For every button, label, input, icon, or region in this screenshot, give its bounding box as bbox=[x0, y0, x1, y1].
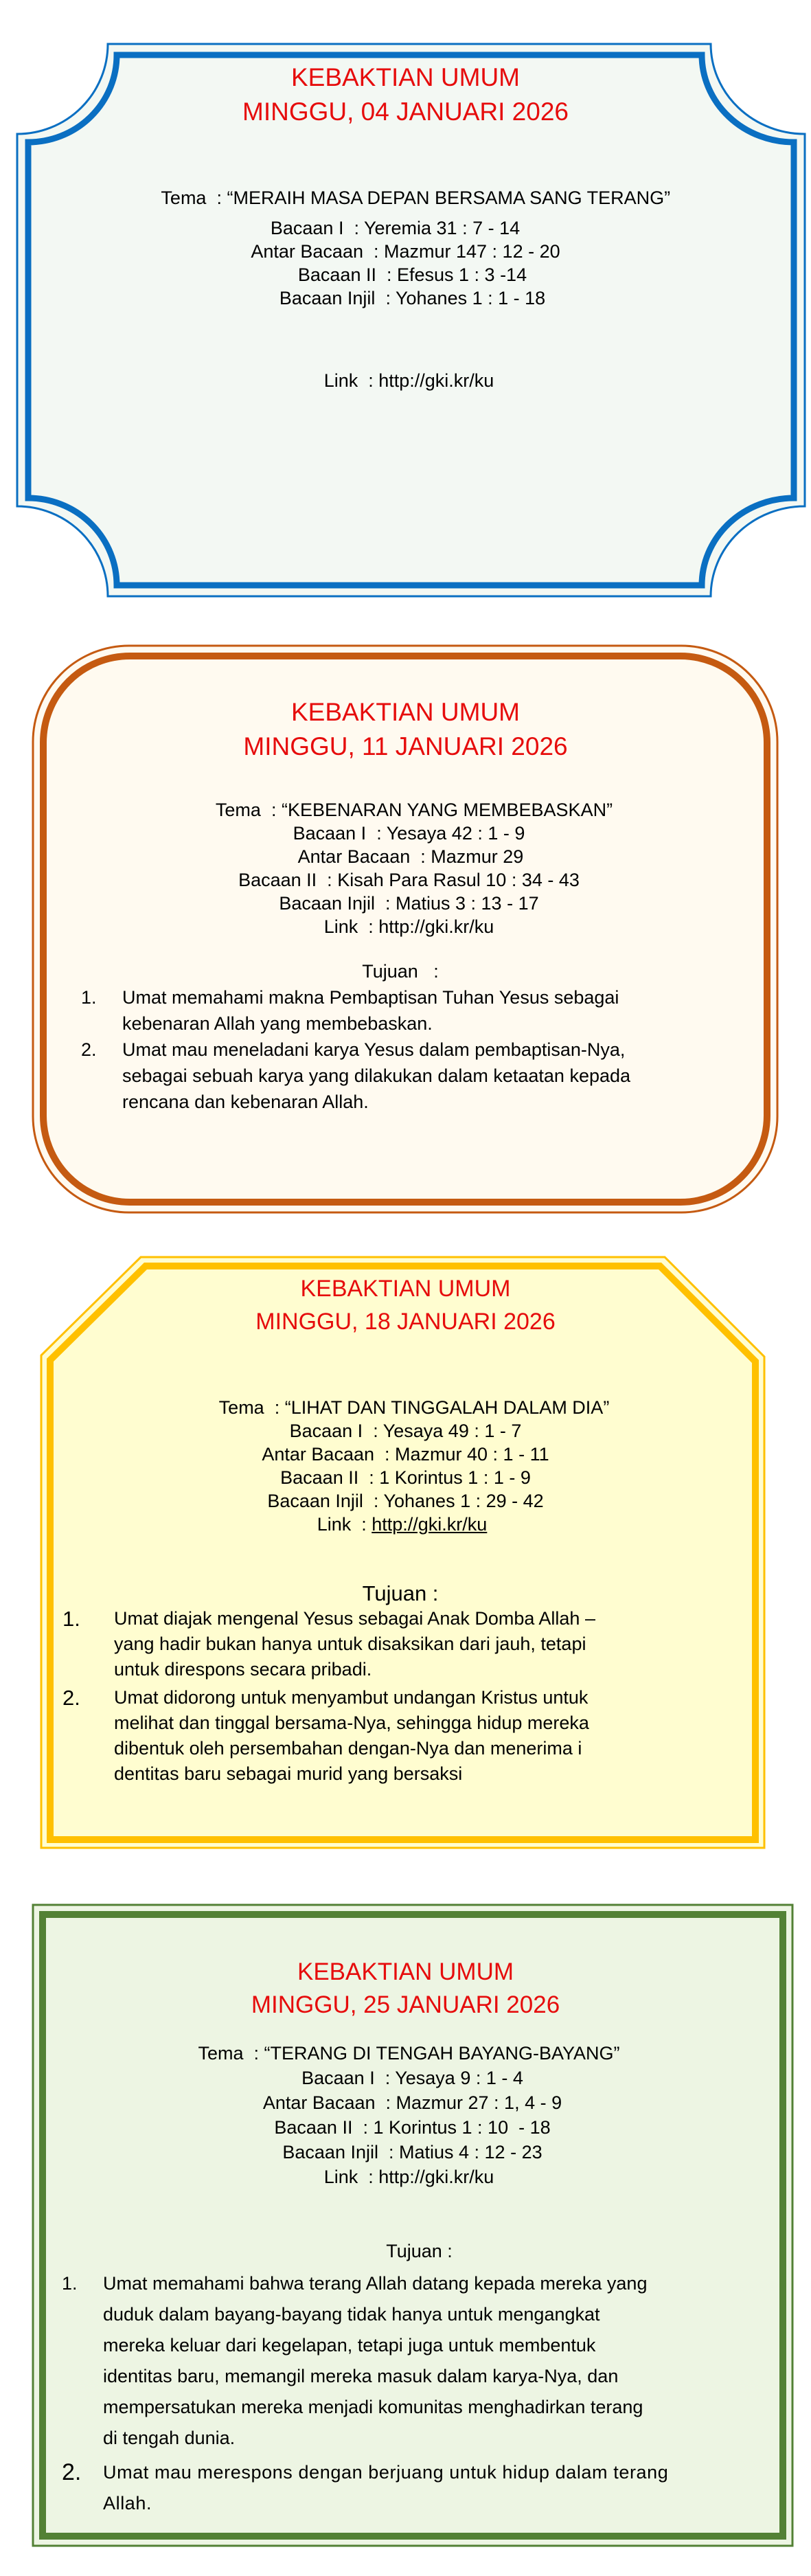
reading-row: Bacaan Injil : Matius 4 : 12 - 23 bbox=[282, 2142, 542, 2162]
goal-line: rencana dan kebenaran Allah. bbox=[122, 1092, 369, 1112]
service-link[interactable]: http://gki.kr/ku bbox=[378, 916, 494, 937]
goal-line: Umat mau meneladani karya Yesus dalam pembaptisan-Nya, bbox=[122, 1039, 626, 1060]
goals-list bbox=[81, 984, 768, 1115]
tujuan-heading: Tujuan : bbox=[386, 2241, 453, 2261]
reading-label: Antar Bacaan bbox=[262, 1444, 374, 1465]
goal-item bbox=[62, 1606, 749, 1682]
service-date: MINGGU, 25 JANUARI 2026 bbox=[251, 1991, 560, 2018]
reading-value: Matius 3 : 13 - 17 bbox=[396, 893, 539, 914]
reading-row: Bacaan Injil : Matius 3 : 13 - 17 bbox=[279, 893, 539, 914]
reading-row: Bacaan II : 1 Korintus 1 : 1 - 9 bbox=[280, 1467, 531, 1488]
goal-line: di tengah dunia. bbox=[103, 2428, 236, 2448]
reading-value: Yohanes 1 : 29 - 42 bbox=[383, 1491, 544, 1511]
tema-label: Tema bbox=[161, 188, 207, 208]
reading-row: Antar Bacaan : Mazmur 147 : 12 - 20 bbox=[251, 241, 560, 262]
goal-line: Umat diajak mengenal Yesus sebagai Anak Domba Allah – bbox=[114, 1608, 595, 1629]
goal-item bbox=[62, 2457, 803, 2519]
service-heading: KEBAKTIAN UMUM bbox=[290, 698, 521, 726]
reading-label: Bacaan Injil bbox=[267, 1491, 363, 1511]
reading-label: Bacaan Injil bbox=[282, 2142, 378, 2162]
tema-row: Tema : “TERANG DI TENGAH BAYANG-BAYANG” bbox=[198, 2043, 620, 2064]
reading-row: Bacaan Injil : Yohanes 1 : 29 - 42 bbox=[267, 1491, 544, 1511]
service-card-jan-04: KEBAKTIAN UMUM MINGGU, 04 JANUARI 2026 Tema : “MERAIH MASA DEPAN BERSAMA SANG TERANG” Bacaan I : Yeremia 31 : 7 - 14 Antar Bacaan : Mazmur 147 : 12 - 20 Bacaan II : Efesus 1 : 3 -14 Bacaan Injil : Yohanes 1 : 1 - 18 Link : http://gki.kr/ku bbox=[0, 0, 811, 618]
goals-list bbox=[62, 2268, 803, 2519]
goal-item bbox=[62, 1685, 749, 1787]
reading-label: Bacaan I bbox=[289, 1421, 363, 1441]
goal-line: untuk direspons secara pribadi. bbox=[114, 1659, 372, 1680]
service-heading: KEBAKTIAN UMUM bbox=[300, 1276, 511, 1302]
goal-number: 1. bbox=[62, 1607, 80, 1631]
reading-label: Antar Bacaan bbox=[251, 241, 363, 262]
goal-line: mempersatukan mereka menjadi komunitas menghadirkan terang bbox=[103, 2397, 643, 2417]
service-card-jan-18 bbox=[0, 1236, 811, 1882]
goal-line: Umat mau merespons dengan berjuang untuk hidup dalam terang bbox=[103, 2462, 669, 2483]
link-row: Link : http://gki.kr/ku bbox=[323, 916, 494, 937]
goal-number: 1. bbox=[81, 987, 97, 1008]
reading-row: Bacaan II : Kisah Para Rasul 10 : 34 - 43 bbox=[238, 870, 580, 890]
service-card-jan-25 bbox=[0, 1882, 811, 2576]
reading-label: Bacaan I bbox=[301, 2068, 375, 2088]
goal-number: 2. bbox=[62, 1686, 80, 1710]
reading-label: Antar Bacaan bbox=[262, 2092, 376, 2113]
tema-row: Tema : “KEBENARAN YANG MEMBEBASKAN” bbox=[215, 800, 613, 820]
tema-label: Tema bbox=[215, 800, 261, 820]
reading-row: Bacaan I : Yesaya 9 : 1 - 4 bbox=[301, 2068, 523, 2088]
reading-row: Bacaan Injil : Yohanes 1 : 1 - 18 bbox=[279, 288, 546, 308]
reading-row: Antar Bacaan : Mazmur 40 : 1 - 11 bbox=[262, 1444, 549, 1465]
reading-row: Bacaan I : Yesaya 42 : 1 - 9 bbox=[293, 823, 525, 844]
link-row: Link : http://gki.kr/ku bbox=[317, 1514, 488, 1535]
service-heading: KEBAKTIAN UMUM bbox=[290, 63, 521, 91]
tema-value: “MERAIH MASA DEPAN BERSAMA SANG TERANG” bbox=[227, 188, 671, 208]
reading-row: Antar Bacaan : Mazmur 29 bbox=[297, 846, 524, 867]
link-label: Link bbox=[317, 1514, 352, 1535]
goal-line: Umat memahami bahwa terang Allah datang kepada mereka yang bbox=[103, 2273, 648, 2294]
goals-list bbox=[62, 1606, 749, 1787]
service-heading: KEBAKTIAN UMUM bbox=[297, 1958, 514, 1985]
reading-row: Bacaan I : Yeremia 31 : 7 - 14 bbox=[270, 218, 521, 238]
reading-label: Bacaan Injil bbox=[279, 288, 376, 308]
goal-line: melihat dan tinggal bersama-Nya, sehingga hidup mereka bbox=[114, 1713, 589, 1733]
tujuan-heading: Tujuan : bbox=[362, 961, 439, 982]
reading-label: Bacaan Injil bbox=[279, 893, 375, 914]
goal-line: Umat didorong untuk menyambut undangan Kristus untuk bbox=[114, 1687, 589, 1708]
reading-value: Kisah Para Rasul 10 : 34 - 43 bbox=[337, 870, 580, 890]
service-card-jan-11 bbox=[0, 618, 811, 1236]
reading-label: Bacaan II bbox=[274, 2117, 353, 2138]
goal-item bbox=[62, 2268, 803, 2454]
reading-label: Bacaan II bbox=[280, 1467, 359, 1488]
reading-row: Antar Bacaan : Mazmur 27 : 1, 4 - 9 bbox=[262, 2092, 562, 2113]
link-label: Link bbox=[323, 916, 358, 937]
tema-label: Tema bbox=[218, 1397, 264, 1418]
tujuan-heading: Tujuan : bbox=[362, 1581, 439, 1605]
goal-item bbox=[81, 1037, 768, 1115]
reading-label: Bacaan II bbox=[297, 264, 376, 285]
tema-row: Tema : “LIHAT DAN TINGGALAH DALAM DIA” bbox=[218, 1397, 610, 1418]
reading-value: Mazmur 29 bbox=[431, 846, 524, 867]
reading-value: Matius 4 : 12 - 23 bbox=[399, 2142, 542, 2162]
goal-line: kebenaran Allah yang membebaskan. bbox=[122, 1013, 433, 1034]
goal-line: Allah. bbox=[103, 2493, 152, 2513]
link-label: Link bbox=[323, 370, 358, 391]
reading-row: Bacaan I : Yesaya 49 : 1 - 7 bbox=[289, 1421, 522, 1441]
service-date: MINGGU, 04 JANUARI 2026 bbox=[242, 98, 569, 126]
reading-label: Bacaan I bbox=[270, 218, 344, 238]
goal-number: 1. bbox=[62, 2273, 78, 2294]
reading-value: Yesaya 42 : 1 - 9 bbox=[386, 823, 525, 844]
goal-line: dentitas baru sebagai murid yang bersaksi bbox=[114, 1763, 463, 1784]
reading-value: Mazmur 27 : 1, 4 - 9 bbox=[396, 2092, 562, 2113]
service-link[interactable]: http://gki.kr/ku bbox=[378, 370, 494, 391]
reading-value: Yeremia 31 : 7 - 14 bbox=[363, 218, 521, 238]
reading-value: Mazmur 40 : 1 - 11 bbox=[395, 1444, 549, 1465]
reading-value: Yohanes 1 : 1 - 18 bbox=[395, 288, 546, 308]
tema-label: Tema bbox=[198, 2043, 244, 2064]
goal-line: Umat memahami makna Pembaptisan Tuhan Yesus sebagai bbox=[122, 987, 619, 1008]
reading-value: Yesaya 49 : 1 - 7 bbox=[382, 1421, 522, 1441]
goal-line: duduk dalam bayang-bayang tidak hanya untuk mengangkat bbox=[103, 2304, 600, 2325]
tema-value: “TERANG DI TENGAH BAYANG-BAYANG” bbox=[264, 2043, 620, 2064]
goal-line: mereka keluar dari kegelapan, tetapi juga untuk membentuk bbox=[103, 2335, 596, 2355]
goal-line: identitas baru, memangil mereka masuk dalam karya-Nya, dan bbox=[103, 2366, 619, 2386]
reading-label: Bacaan II bbox=[238, 870, 317, 890]
reading-label: Bacaan I bbox=[293, 823, 367, 844]
tema-row: Tema : “MERAIH MASA DEPAN BERSAMA SANG TERANG” bbox=[161, 188, 671, 208]
service-link[interactable]: http://gki.kr/ku bbox=[372, 1514, 488, 1535]
service-date: MINGGU, 18 JANUARI 2026 bbox=[255, 1309, 556, 1335]
link-label: Link bbox=[323, 2167, 358, 2187]
goal-line: sebagai sebuah karya yang dilakukan dalam ketaatan kepada bbox=[122, 1065, 631, 1086]
goal-number: 2. bbox=[81, 1039, 97, 1060]
reading-value: Efesus 1 : 3 -14 bbox=[396, 264, 527, 285]
reading-value: 1 Korintus 1 : 10 - 18 bbox=[373, 2117, 551, 2138]
goal-line: dibentuk oleh persembahan dengan-Nya dan menerima i bbox=[114, 1738, 582, 1759]
goal-number: 2. bbox=[62, 2459, 82, 2485]
goal-line: yang hadir bukan hanya untuk disaksikan dari jauh, tetapi bbox=[114, 1634, 586, 1654]
tema-value: “KEBENARAN YANG MEMBEBASKAN” bbox=[281, 800, 613, 820]
service-date: MINGGU, 11 JANUARI 2026 bbox=[243, 732, 568, 760]
reading-value: Mazmur 147 : 12 - 20 bbox=[384, 241, 560, 262]
goal-item bbox=[81, 984, 768, 1037]
reading-label: Antar Bacaan bbox=[297, 846, 411, 867]
tema-value: “LIHAT DAN TINGGALAH DALAM DIA” bbox=[284, 1397, 610, 1418]
reading-value: 1 Korintus 1 : 1 - 9 bbox=[379, 1467, 531, 1488]
link-row: Link : http://gki.kr/ku bbox=[323, 2167, 494, 2187]
service-link[interactable]: http://gki.kr/ku bbox=[378, 2167, 494, 2187]
reading-row: Bacaan II : Efesus 1 : 3 -14 bbox=[297, 264, 527, 285]
reading-row: Bacaan II : 1 Korintus 1 : 10 - 18 bbox=[274, 2117, 551, 2138]
reading-value: Yesaya 9 : 1 - 4 bbox=[395, 2068, 523, 2088]
